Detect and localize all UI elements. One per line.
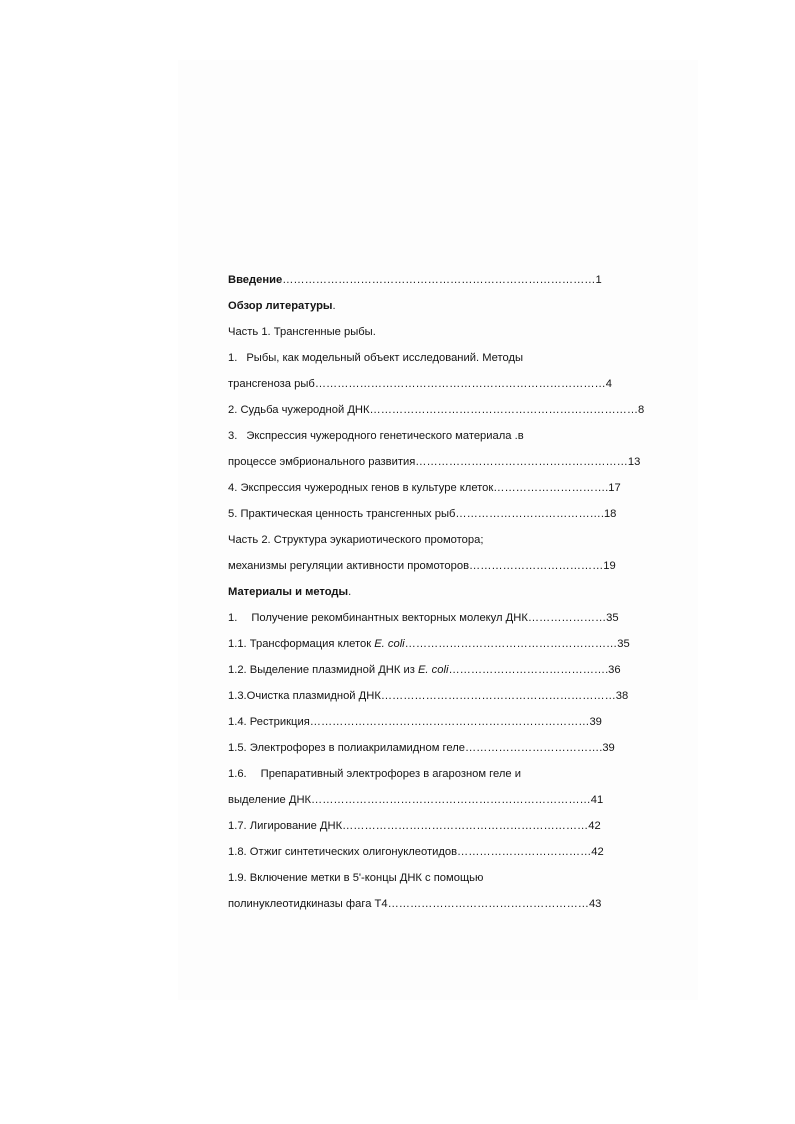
toc-entry-number: 1. <box>228 352 238 364</box>
toc-entry-label: 1.7. Лигирование ДНК <box>228 820 343 832</box>
toc-entry-m1-7[interactable] <box>228 819 628 845</box>
toc-entry-1-line1[interactable] <box>228 351 628 377</box>
toc-entry-number: 3. <box>228 430 238 442</box>
toc-page-number: 8 <box>638 404 645 416</box>
toc-entry-m1-2[interactable] <box>228 663 628 689</box>
toc-entry-label: процессе эмбрионального развития <box>228 456 416 468</box>
toc-leader-dots: ………………………………………………………………… <box>309 716 590 728</box>
toc-entry-label: 1.3.Очистка плазмидной ДНК <box>228 690 381 702</box>
toc-entry-5[interactable] <box>228 507 628 533</box>
toc-heading-tail: . <box>332 300 336 312</box>
toc-page-number: 35 <box>606 612 619 624</box>
table-of-contents <box>228 273 645 923</box>
toc-entry-m1-3[interactable] <box>228 689 628 715</box>
toc-entry-label: 5. Практическая ценность трансгенных рыб <box>228 508 456 520</box>
toc-heading-tail: . <box>348 586 352 598</box>
toc-subheading-part2-line1[interactable] <box>228 533 628 559</box>
toc-leader-dots: ………………… <box>527 612 607 624</box>
toc-entry-label: Экспрессия чужеродного генетического материала .в <box>246 430 524 442</box>
toc-subheading-part1 <box>228 325 628 351</box>
toc-leader-dots: ……………………………………………………………… <box>369 404 638 416</box>
toc-page-number: 17 <box>608 482 621 494</box>
toc-entry-label: 2. Судьба чужеродной ДНК <box>228 404 370 416</box>
toc-entry-4[interactable] <box>228 481 628 507</box>
toc-entry-species: E. coli <box>374 638 405 650</box>
toc-leader-dots: ……………………………………………… <box>387 898 589 910</box>
toc-heading-materials <box>228 585 628 611</box>
toc-page-number: 4 <box>605 378 612 390</box>
toc-entry-m1-6-line2[interactable] <box>228 793 628 819</box>
toc-page-number: 39 <box>589 716 602 728</box>
toc-page-number: 41 <box>590 794 604 806</box>
toc-leader-dots: ……………………………………. <box>448 664 609 676</box>
toc-entry-label: Рыбы, как модельный объект исследований. Методы <box>246 352 524 364</box>
toc-entry-m1-8[interactable] <box>228 845 628 871</box>
toc-page-number: 43 <box>588 898 602 910</box>
toc-entry-3-line2[interactable] <box>228 455 641 481</box>
toc-entry-label: 1.8. Отжиг синтетических олигонуклеотидов <box>228 846 458 858</box>
toc-entry-label: полинуклеотидкиназы фага Т4 <box>228 898 388 910</box>
toc-entry-label: Получение рекомбинантных векторных молекул ДНК <box>251 612 528 624</box>
toc-heading-literature-review <box>228 299 628 325</box>
toc-entry-3-line1[interactable] <box>228 429 628 455</box>
toc-entry-label: выделение ДНК <box>228 794 312 806</box>
toc-heading-label: Материалы и методы <box>228 586 349 598</box>
toc-entry-label: 1.2. Выделение плазмидной ДНК из <box>228 664 418 676</box>
toc-entry-introduction[interactable] <box>228 273 628 299</box>
toc-page-number: 38 <box>615 690 629 702</box>
toc-leader-dots: ………………………………. <box>464 742 603 754</box>
toc-entry-m1[interactable] <box>228 611 628 637</box>
toc-leader-dots: ………………………………………………… <box>415 456 628 468</box>
toc-entry-label: 4. Экспрессия чужеродных генов в культуре клеток <box>228 482 494 494</box>
toc-entry-m1-5[interactable] <box>228 741 628 767</box>
toc-entry-species: E. coli <box>417 664 449 676</box>
toc-entry-label: 1.5. Электрофорез в полиакриламидном геле <box>228 742 465 754</box>
toc-page-number: 39 <box>602 742 615 754</box>
toc-leader-dots: ………………………………………………………………………… <box>282 274 596 286</box>
toc-page-number: 42 <box>591 846 604 858</box>
toc-entry-label: Препаративный электрофорез в агарозном геле и <box>260 768 521 780</box>
toc-leader-dots: ………………………………………………… <box>404 638 618 650</box>
toc-entry-label: 1.4. Рестрикция <box>228 716 310 728</box>
toc-leader-dots: ………………………………………………………… <box>342 820 589 832</box>
toc-entry-m1-9-line2[interactable] <box>228 897 628 923</box>
toc-entry-label: Введение <box>228 274 283 286</box>
toc-leader-dots: …………………………………. <box>455 508 604 520</box>
toc-entry-2[interactable] <box>228 403 645 429</box>
toc-entry-label: механизмы регуляции активности промоторов <box>228 560 470 572</box>
toc-leader-dots: ……………………………… <box>457 846 592 858</box>
toc-page-number: 42 <box>588 820 601 832</box>
toc-subheading-part2-line2[interactable] <box>228 559 628 585</box>
toc-entry-label: трансгеноза рыб <box>228 378 315 390</box>
toc-leader-dots: ……………………………………………………… <box>380 690 616 702</box>
toc-page-number: 35 <box>617 638 630 650</box>
toc-entry-label: 1.9. Включение метки в 5'-концы ДНК с помощью <box>228 872 484 884</box>
toc-subheading-label: Часть 1. Трансгенные рыбы. <box>228 326 376 338</box>
toc-entry-label: 1.1. Трансформация клеток <box>228 638 375 650</box>
toc-entry-m1-6-line1[interactable] <box>228 767 628 793</box>
toc-leader-dots: ……………………………… <box>469 560 604 572</box>
toc-entry-number: 1.6. <box>228 768 247 780</box>
toc-heading-label: Обзор литературы <box>228 300 333 312</box>
toc-entry-m1-1[interactable] <box>228 637 628 663</box>
toc-subheading-label: Часть 2. Структура эукариотического промотора; <box>228 534 484 546</box>
toc-leader-dots: …………………………………………………………………… <box>314 378 606 390</box>
toc-page-number: 1 <box>595 274 602 286</box>
toc-entry-m1-9-line1[interactable] <box>228 871 628 897</box>
toc-leader-dots: …………………………. <box>493 482 609 494</box>
toc-entry-number: 1. <box>228 612 238 624</box>
toc-entry-1-line2[interactable] <box>228 377 628 403</box>
toc-entry-m1-4[interactable] <box>228 715 628 741</box>
toc-page-number: 18 <box>603 508 617 520</box>
toc-page-number: 13 <box>627 456 641 468</box>
toc-page-number: 19 <box>603 560 616 572</box>
toc-page-number: 36 <box>608 664 621 676</box>
toc-leader-dots: ………………………………………………………………… <box>311 794 591 806</box>
